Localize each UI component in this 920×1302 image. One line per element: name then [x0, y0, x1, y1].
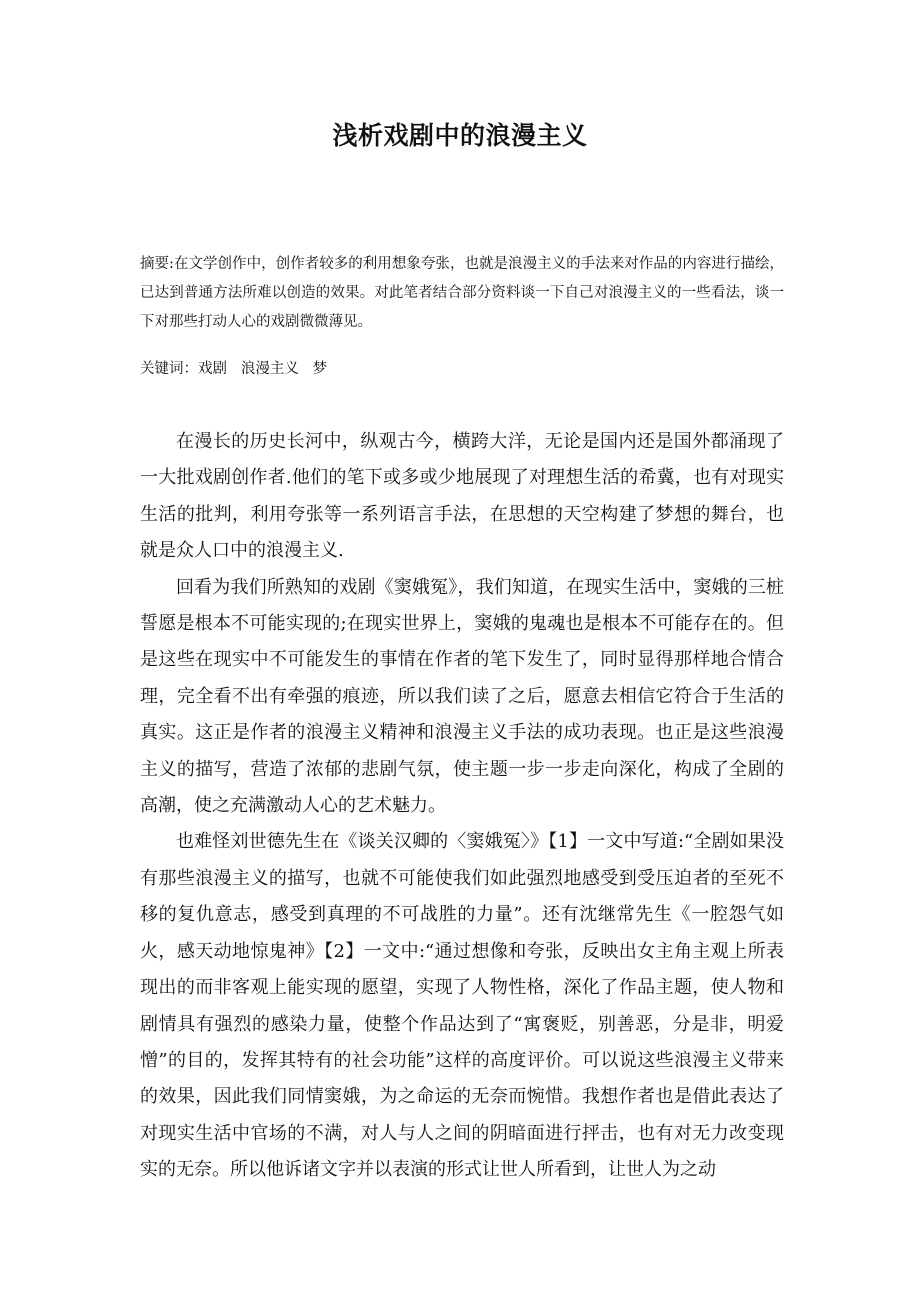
paragraph-1: 在漫长的历史长河中，纵观古今，横跨大洋，无论是国内还是国外都涌现了一大批戏剧创作者.他们的笔下或多或少地展现了对理想生活的希冀，也有对现实生活的批判，利用夸张等一系列语言手法，在思想的天空构建了梦想的舞台，也就是众人口中的浪漫主义.: [140, 431, 784, 562]
document-title: 浅析戏剧中的浪漫主义: [332, 121, 588, 150]
body-text: [140, 424, 784, 1189]
paragraph-3: 也难怪刘世德先生在《谈关汉卿的〈窦娥冤〉》【1】一文中写道:“全剧如果没有那些浪漫主义的描写，也就不可能使我们如此强烈地感受到受压迫者的至死不移的复仇意志，感受到真理的不可战胜的力量”。还有沈继常先生《一腔怨气如火，感天动地惊鬼神》【2】一文中:“通过想像和夸张，反映出女主角主观上所表现出的而非客观上能实现的愿望，实现了人物性格，深化了作品主题，使人物和剧情具有强烈的感染力量，使整个作品达到了“寓褒贬，别善恶，分是非，明爱憎”的目的，发挥其特有的社会功能”这样的高度评价。可以说这些浪漫主义带来的效果，因此我们同情窦娥，为之命运的无奈而惋惜。我想作者也是借此表达了对现实生活中官场的不满，对人与人之间的阴暗面进行抨击，也有对无力改变现实的无奈。所以他诉诸文字并以表演的形式让世人所看到，让世人为之动: [140, 831, 784, 1181]
keywords: 关键词：戏剧 浪漫主义 梦: [140, 361, 328, 377]
abstract: 摘要:在文学创作中，创作者较多的利用想象夸张，也就是浪漫主义的手法来对作品的内容进行描绘，已达到普通方法所难以创造的效果。对此笔者结合部分资料谈一下自己对浪漫主义的一些看法，谈一下对那些打动人心的戏剧微微薄见。: [140, 256, 784, 330]
paragraph-2: 回看为我们所熟知的戏剧《窦娥冤》，我们知道，在现实生活中，窦娥的三桩誓愿是根本不可能实现的;在现实世界上，窦娥的鬼魂也是根本不可能存在的。但是这些在现实中不可能发生的事情在作者的笔下发生了，同时显得那样地合情合理，完全看不出有牵强的痕迹，所以我们读了之后，愿意去相信它符合于生活的真实。这正是作者的浪漫主义精神和浪漫主义手法的成功表现。也正是这些浪漫主义的描写，营造了浓郁的悲剧气氛，使主题一步一步走向深化，构成了全剧的高潮，使之充满激动人心的艺术魅力。: [140, 576, 784, 817]
